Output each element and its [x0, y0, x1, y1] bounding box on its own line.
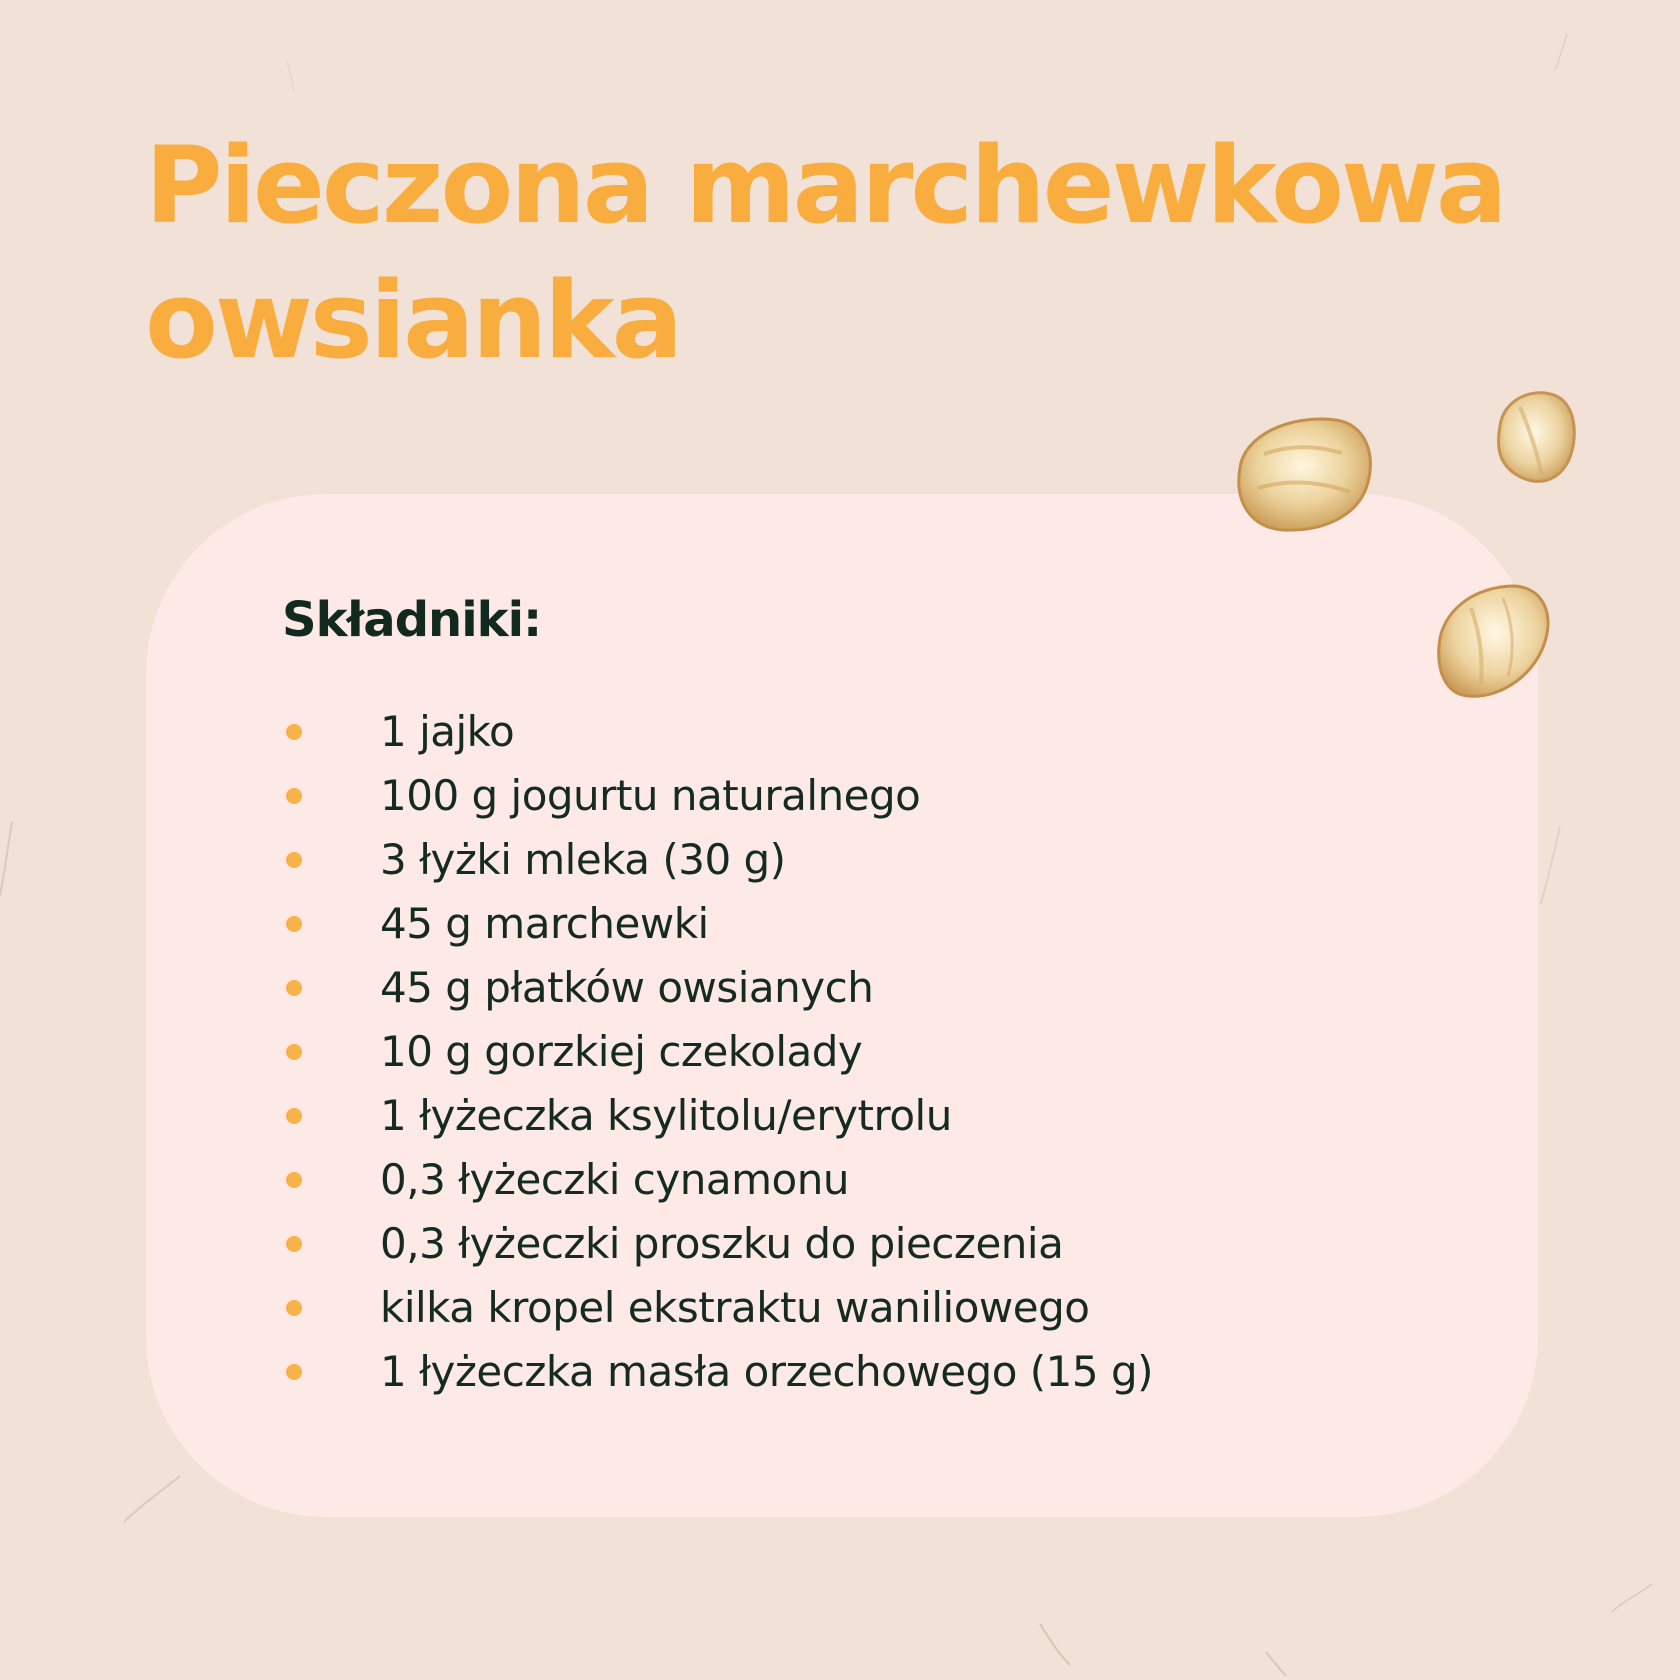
ingredient-text: 1 łyżeczka ksylitolu/erytrolu [380, 1091, 952, 1140]
recipe-title [145, 118, 1545, 388]
oat-flake-icon [1488, 385, 1580, 488]
orange-dot-icon [286, 1172, 302, 1188]
orange-dot-icon [286, 852, 302, 868]
recipe-title-line-1: Pieczona marchewkowa [145, 124, 1505, 247]
ingredient-item [286, 764, 1153, 828]
ingredient-text: kilka kropel ekstraktu waniliowego [380, 1283, 1090, 1332]
orange-dot-icon [286, 1236, 302, 1252]
ingredients-card [146, 494, 1538, 1517]
ingredient-item [286, 828, 1153, 892]
orange-dot-icon [286, 1108, 302, 1124]
ingredient-text: 1 jajko [380, 707, 515, 756]
orange-dot-icon [286, 788, 302, 804]
ingredient-text: 3 łyżki mleka (30 g) [380, 835, 786, 884]
ingredient-item [286, 1340, 1153, 1404]
ingredient-item [286, 1212, 1153, 1276]
orange-dot-icon [286, 1364, 302, 1380]
ingredient-item [286, 700, 1153, 764]
orange-dot-icon [286, 916, 302, 932]
ingredient-text: 1 łyżeczka masła orzechowego (15 g) [380, 1347, 1153, 1396]
ingredient-item [286, 956, 1153, 1020]
ingredients-heading: Składniki: [282, 592, 542, 648]
oat-flake-icon [1228, 410, 1378, 540]
ingredient-item [286, 1276, 1153, 1340]
ingredient-item [286, 1084, 1153, 1148]
ingredient-item [286, 1148, 1153, 1212]
ingredient-text: 0,3 łyżeczki cynamonu [380, 1155, 849, 1204]
ingredient-text: 45 g płatków owsianych [380, 963, 874, 1012]
orange-dot-icon [286, 724, 302, 740]
ingredients-list [286, 700, 1153, 1404]
ingredient-text: 10 g gorzkiej czekolady [380, 1027, 863, 1076]
orange-dot-icon [286, 1300, 302, 1316]
ingredient-item [286, 1020, 1153, 1084]
orange-dot-icon [286, 980, 302, 996]
recipe-title-line-2: owsianka [145, 259, 681, 382]
orange-dot-icon [286, 1044, 302, 1060]
ingredient-text: 100 g jogurtu naturalnego [380, 771, 921, 820]
oat-flake-icon [1431, 578, 1553, 703]
ingredient-text: 0,3 łyżeczki proszku do pieczenia [380, 1219, 1064, 1268]
ingredient-item [286, 892, 1153, 956]
ingredient-text: 45 g marchewki [380, 899, 709, 948]
